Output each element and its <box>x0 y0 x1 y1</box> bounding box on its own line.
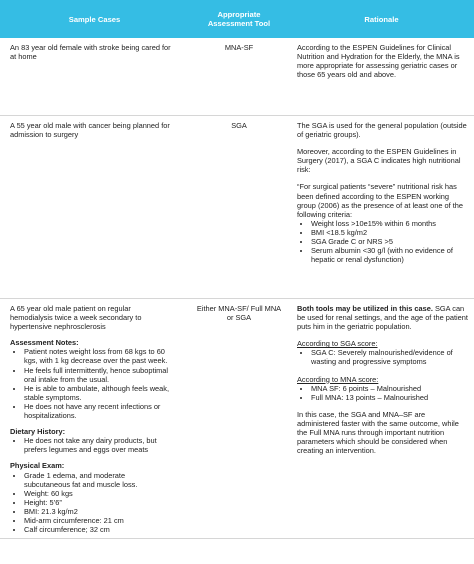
list-item: • Full MNA: 13 points – Malnourished <box>311 393 468 402</box>
list-item: • BMI <18.5 kg/m2 <box>311 228 468 237</box>
list-item: • He does not have any recent infections or hospitalizations. <box>24 402 173 420</box>
assessment-notes-list <box>10 347 173 420</box>
rationale-cell <box>289 116 474 299</box>
list-item: • MNA SF: 6 points – Malnourished <box>311 384 468 393</box>
rationale-paragraph: In this case, the SGA and MNA–SF are administered faster with the same outcome, while the Full MNA runs through important nutrition parameters which should be considered when creating an intervention. <box>297 409 459 456</box>
tool-cell <box>189 38 289 116</box>
list-item: • Calf circumference; 32 cm <box>24 525 173 534</box>
rationale-paragraph: The SGA is used for the general population (outside of geriatric groups). <box>297 121 467 140</box>
table-header-row <box>0 0 474 38</box>
dietary-history-list <box>10 436 173 454</box>
tool-text: Either MNA-SF/ Full MNA or SGA <box>196 304 282 323</box>
list-item: • Serum albumin <30 g/l (with no evidence of hepatic or renal dysfunction) <box>311 246 468 264</box>
list-item: • Mid-arm circumference: 21 cm <box>24 516 173 525</box>
rationale-cell <box>289 38 474 116</box>
mna-score-heading: According to MNA score: <box>297 374 379 384</box>
list-item: • Weight: 60 kgs <box>24 489 173 498</box>
assessment-notes-heading: Assessment Notes: <box>10 338 79 348</box>
rationale-bold-text: Both tools may be utilized in this case. <box>297 304 433 313</box>
header-assessment-tool: Appropriate Assessment Tool <box>189 0 289 38</box>
rationale-cell <box>289 299 474 539</box>
list-item: • Grade 1 edema, and moderate subcutaneous fat and muscle loss. <box>24 471 173 489</box>
header-sample-cases: Sample Cases <box>0 0 189 38</box>
rationale-paragraph <box>297 304 468 331</box>
case-cell <box>0 116 189 299</box>
sga-score-list <box>297 348 468 366</box>
rationale-paragraph: Moreover, according to the ESPEN Guidelines in Surgery (2017), a SGA C indicates high nutritional risk: <box>297 147 461 175</box>
dietary-history-heading: Dietary History: <box>10 427 66 437</box>
case-cell <box>0 299 189 539</box>
sga-score-heading: According to SGA score: <box>297 339 378 349</box>
list-item: • He feels full intermittently, hence suboptimal oral intake from the usual. <box>24 366 173 384</box>
tool-cell <box>189 299 289 539</box>
tool-text: SGA <box>231 121 247 130</box>
case-text: A 65 year old male patient on regular hemodialysis twice a week secondary to hypertensive nephrosclerosis <box>10 304 142 332</box>
tool-text: MNA-SF <box>224 43 254 52</box>
header-rationale: Rationale <box>289 0 474 38</box>
list-item: • He is able to ambulate, although feels weak, stable symptoms. <box>24 384 173 402</box>
physical-exam-list <box>10 471 173 535</box>
list-item: • SGA C: Severely malnourished/evidence of wasting and progressive symptoms <box>311 348 468 366</box>
physical-exam-heading: Physical Exam: <box>10 461 65 471</box>
tool-cell <box>189 116 289 299</box>
table-row <box>0 116 474 299</box>
list-item: • Height: 5’6” <box>24 498 173 507</box>
table-row <box>0 299 474 539</box>
table-row <box>0 38 474 116</box>
rationale-text: According to the ESPEN Guidelines for Clinical Nutrition and Hydration for the Elderly, the MNA is more appropriate for assessing geriatric cases or those 65 years old and above. <box>297 43 460 80</box>
rationale-quote: “For surgical patients “severe” nutritional risk has been defined according to the ESPEN working group (2006) as the presence of at least one of the following criteria: <box>297 182 463 219</box>
list-item: • He does not take any dairy products, but prefers legumes and eggs over meats <box>24 436 173 454</box>
list-item: • Weight loss >10e15% within 6 months <box>311 219 468 228</box>
list-item: • SGA Grade C or NRS >5 <box>311 237 468 246</box>
case-cell <box>0 38 189 116</box>
list-item: • BMI: 21.3 kg/m2 <box>24 507 173 516</box>
rationale-text: SGA can be used for renal settings, and the age of the patient puts him in the geriatric population. <box>297 304 468 332</box>
criteria-list <box>297 219 468 264</box>
case-text: A 55 year old male with cancer being planned for admission to surgery <box>10 121 170 140</box>
case-text: An 83 year old female with stroke being cared for at home <box>10 43 171 62</box>
list-item: • Patient notes weight loss from 68 kgs to 60 kgs, with 1 kg decrease over the past week. <box>24 347 173 365</box>
mna-score-list <box>297 384 468 402</box>
